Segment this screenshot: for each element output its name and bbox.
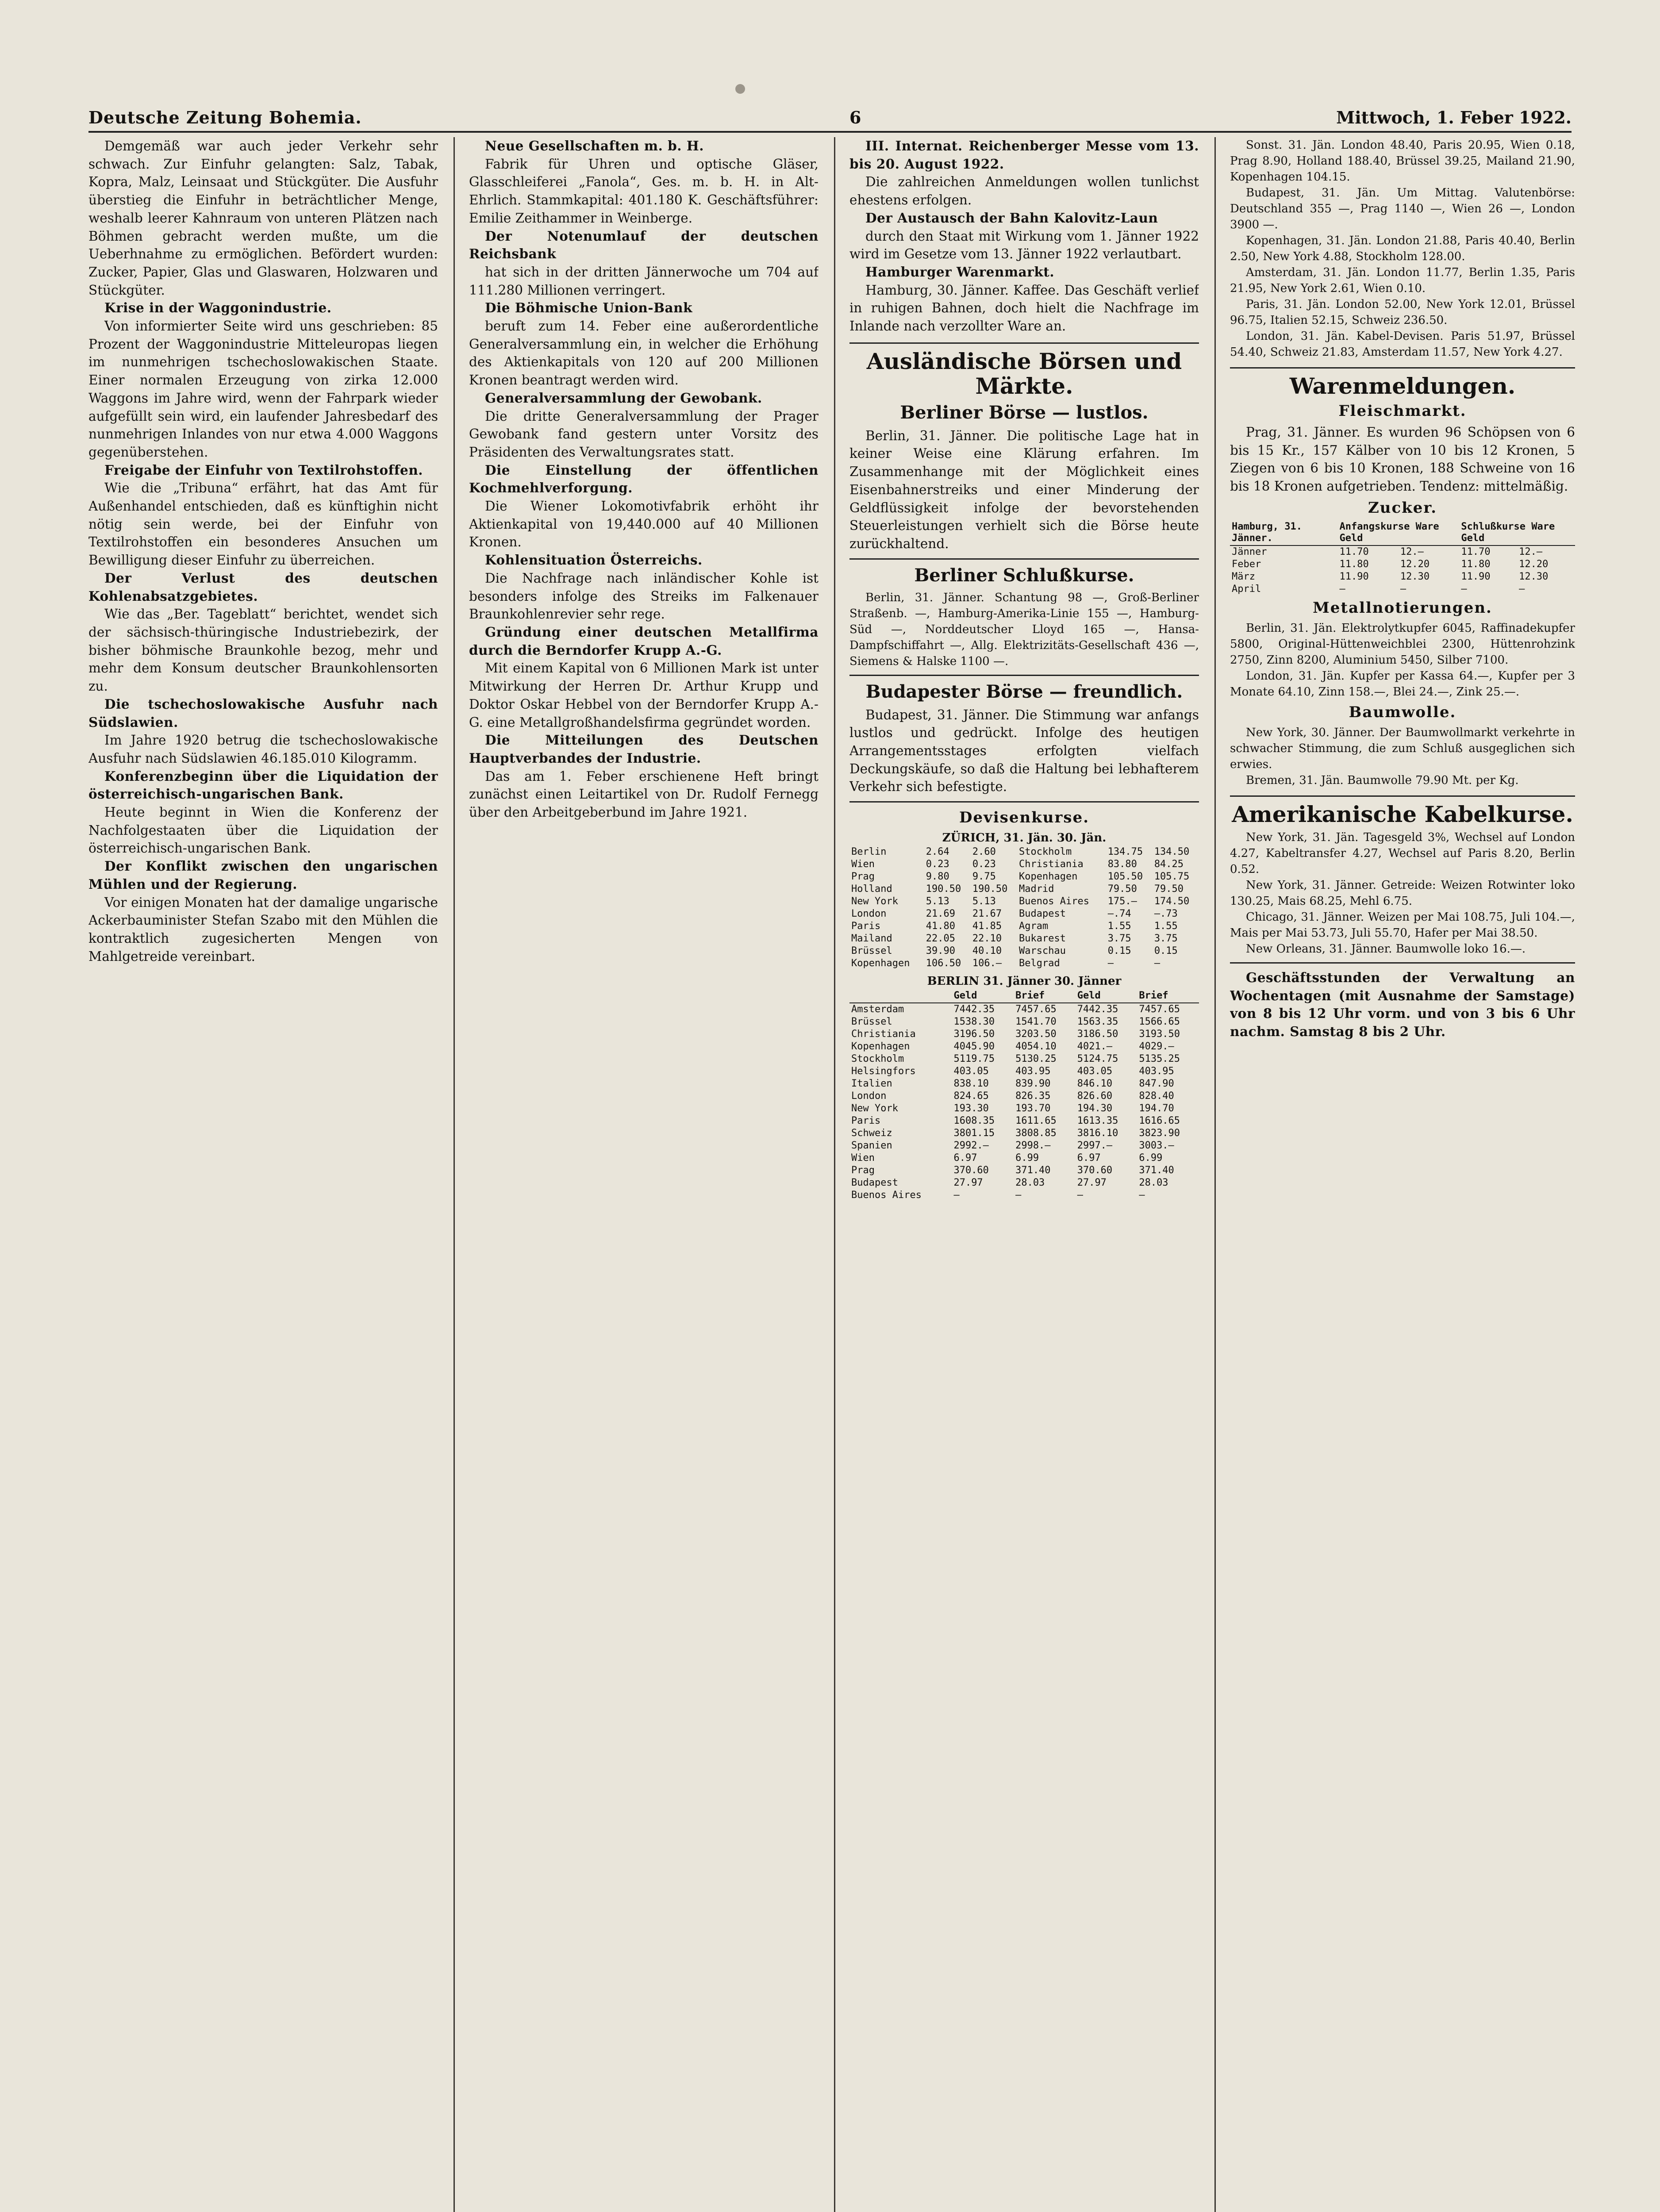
table-row bbox=[849, 1177, 1199, 1189]
table-cell: 370.60 bbox=[1077, 1165, 1113, 1176]
section-heading: Amerikanische Kabelkurse. bbox=[1230, 795, 1575, 827]
table-cell: 22.05 bbox=[926, 933, 956, 945]
article-text: Wie das „Ber. Tageblatt“ berichtet, wendet sich der sächsisch-thüringische Industriebezirk, der bisher böhmische Braunkohle bezog, mehr und mehr dem Konsum deutscher Braunkohlensorten zu. bbox=[88, 607, 438, 694]
article-text: London, 31. Jän. Kabel-Devisen. Paris 51.97, Brüssel 54.40, Schweiz 21.83, Amsterdam 11.57, New York 4.27. bbox=[1230, 330, 1575, 359]
article-headline: Gründung einer deutschen Metallfirma durch die Berndorfer Krupp A.-G. bbox=[469, 624, 818, 658]
table-row bbox=[849, 883, 1199, 895]
table-row bbox=[849, 933, 1199, 945]
table-cell: 134.75 bbox=[1107, 846, 1143, 858]
table-cell: April bbox=[1232, 583, 1261, 595]
table-cell: Amsterdam bbox=[851, 1004, 904, 1015]
divider bbox=[849, 801, 1199, 803]
table-cell: 2.64 bbox=[926, 846, 949, 858]
table-cell: 27.97 bbox=[1077, 1177, 1107, 1189]
table-cell: 846.10 bbox=[1077, 1078, 1113, 1090]
table-cell: 5119.75 bbox=[953, 1053, 995, 1065]
section-heading: Warenmeldungen. bbox=[1230, 367, 1575, 399]
table-cell: 11.70 bbox=[1461, 546, 1491, 557]
table-row bbox=[849, 1003, 1199, 1016]
table-cell: 403.95 bbox=[1015, 1066, 1051, 1077]
table-cell: Madrid bbox=[1019, 883, 1054, 895]
table-cell: 9.75 bbox=[972, 871, 996, 883]
article-text: New York, 31. Jänner. Getreide: Weizen Rotwinter loko 130.25, Mais 68.25, Mehl 6.75. bbox=[1230, 878, 1575, 908]
article-text: Heute beginnt in Wien die Konferenz der Nachfolgestaaten über die Liquidation der österreichisch-ungarischen Bank. bbox=[88, 805, 438, 856]
table-cell: Budapest bbox=[1019, 908, 1066, 920]
table-header: Geld bbox=[952, 989, 1014, 1003]
column-1 bbox=[88, 137, 438, 2212]
article-text: Berlin, 31. Jänner. Die politische Lage hat in keiner Weise eine Klärung erfahren. Im Zusammenhange mit der Möglichkeit eines Eisenbahnerstreiks und einer Minderung der Geldflüssigkeit infolge der bevorstehenden Steuerleistungen verhielt sich die Börse heute zurückhaltend. bbox=[849, 428, 1199, 551]
table-cell: 9.80 bbox=[926, 871, 949, 883]
table-cell: 190.50 bbox=[972, 883, 1008, 895]
table-cell: Brüssel bbox=[851, 945, 892, 957]
table-cell: 838.10 bbox=[953, 1078, 989, 1090]
table-cell: 106.— bbox=[972, 958, 1002, 969]
table-cell: Budapest bbox=[851, 1177, 898, 1189]
table-cell: 11.70 bbox=[1339, 546, 1369, 557]
table-cell: 3193.50 bbox=[1139, 1029, 1180, 1040]
table-cell: 3801.15 bbox=[953, 1128, 995, 1139]
table-cell: 4045.90 bbox=[953, 1041, 995, 1052]
table-cell: 21.67 bbox=[972, 908, 1002, 920]
table-cell: Spanien bbox=[851, 1140, 892, 1152]
table-cell: London bbox=[851, 1091, 887, 1102]
table-header: Hamburg, 31. Jänner. bbox=[1230, 520, 1337, 545]
table-row bbox=[849, 1090, 1199, 1102]
article-headline: III. Internat. Reichenberger Messe vom 13. bis 20. August 1922. bbox=[849, 138, 1199, 172]
article-text: Die Wiener Lokomotivfabrik erhöht ihr Aktienkapital von 19,440.000 auf 40 Millionen Kronen. bbox=[469, 499, 818, 550]
column-3 bbox=[849, 137, 1199, 2212]
table-cell: Christiania bbox=[1019, 859, 1084, 870]
table-row bbox=[849, 1115, 1199, 1127]
table-cell: 3196.50 bbox=[953, 1029, 995, 1040]
table-cell: Bukarest bbox=[1019, 933, 1066, 945]
article-headline: Der Verlust des deutschen Kohlenabsatzgebietes. bbox=[88, 570, 438, 604]
table-cell: — bbox=[953, 1190, 960, 1201]
section-subheading: Metallnotierungen. bbox=[1313, 599, 1492, 617]
table-cell: 1611.65 bbox=[1015, 1115, 1057, 1127]
table-cell: 371.40 bbox=[1015, 1165, 1051, 1176]
table-cell: 11.90 bbox=[1339, 571, 1369, 582]
table-cell: 12.— bbox=[1400, 546, 1424, 557]
table-cell: 370.60 bbox=[953, 1165, 989, 1176]
section-subheading: Zucker. bbox=[1368, 499, 1437, 517]
article-text: London, 31. Jän. Kupfer per Kassa 64.—, Kupfer per 3 Monate 64.10, Zinn 158.—, Blei 24.—, Zink 25.—. bbox=[1230, 669, 1575, 699]
article-text: Paris, 31. Jän. London 52.00, New York 12.01, Brüssel 96.75, Italien 52.15, Schweiz 236.50. bbox=[1230, 298, 1575, 327]
table-cell: 106.50 bbox=[926, 958, 961, 969]
table-cell: 1566.65 bbox=[1139, 1016, 1180, 1028]
table-cell: — bbox=[1015, 1190, 1022, 1201]
table-cell: 1538.30 bbox=[953, 1016, 995, 1028]
table-cell: — bbox=[1519, 583, 1525, 595]
article-headline: Der Austausch der Bahn Kalovitz-Laun bbox=[865, 210, 1158, 226]
table-cell: 79.50 bbox=[1154, 883, 1184, 895]
table-row bbox=[849, 908, 1199, 920]
table-cell: Kopenhagen bbox=[851, 958, 910, 969]
article-text: Hamburg, 30. Jänner. Kaffee. Das Geschäft verlief in ruhigen Bahnen, doch hielt die Nachfrage im Inlande nach verzollter Ware an. bbox=[849, 282, 1199, 334]
column-2 bbox=[469, 137, 818, 2212]
article-headline: Generalversammlung der Gewobank. bbox=[485, 390, 762, 406]
column-rule bbox=[1214, 137, 1216, 2212]
table-cell: Agram bbox=[1019, 921, 1049, 932]
article-text: Vor einigen Monaten hat der damalige ungarische Ackerbauminister Stefan Szabo mit den Mühlen die kontraktlich zugesicherten Mengen von Mahlgetreide vereinbart. bbox=[88, 895, 438, 964]
article-headline: Die Einstellung der öffentlichen Kochmehlverforgung. bbox=[469, 462, 818, 496]
table-cell: Stockholm bbox=[1019, 846, 1072, 858]
article-headline: Krise in der Waggonindustrie. bbox=[104, 300, 332, 316]
article-text: Kopenhagen, 31. Jän. London 21.88, Paris 40.40, Berlin 2.50, New York 4.88, Stockholm 128.00. bbox=[1230, 234, 1575, 263]
table-title: BERLIN 31. Jänner 30. Jänner bbox=[927, 975, 1122, 988]
table-cell: Helsingfors bbox=[851, 1066, 916, 1077]
table-cell: — bbox=[1139, 1190, 1145, 1201]
table-cell: Wien bbox=[851, 859, 875, 870]
table-cell: 828.40 bbox=[1139, 1091, 1174, 1102]
table-row bbox=[849, 945, 1199, 957]
office-hours-notice: Geschäftsstunden der Verwaltung an Wochentagen (mit Ausnahme der Samstage) von 8 bis 12 Uhr vorm. und von 3 bis 6 Uhr nachm. Samstag 8 bis 2 Uhr. bbox=[1230, 969, 1575, 1039]
column-rule bbox=[453, 137, 455, 2212]
article-text: Chicago, 31. Jänner. Weizen per Mai 108.75, Juli 104.—, Mais per Mai 53.73, Juli 55.70, Hafer per Mai 38.50. bbox=[1230, 910, 1575, 940]
table-cell: Italien bbox=[851, 1078, 892, 1090]
table-row bbox=[849, 1189, 1199, 1202]
table-cell: 2997.— bbox=[1077, 1140, 1113, 1152]
table-cell: Buenos Aires bbox=[851, 1190, 922, 1201]
table-cell: 2.60 bbox=[972, 846, 996, 858]
table-header: Brief bbox=[1137, 989, 1199, 1003]
table-cell: 190.50 bbox=[926, 883, 961, 895]
table-header bbox=[849, 989, 952, 1003]
table-cell: Paris bbox=[851, 921, 881, 932]
table-cell: 28.03 bbox=[1139, 1177, 1168, 1189]
table-row bbox=[849, 871, 1199, 883]
article-text: beruft zum 14. Feber eine außerordentliche Generalversammlung ein, in welcher die Erhöhung des Aktienkapitals von 120 auf 200 Millionen Kronen beantragt werden wird. bbox=[469, 319, 818, 388]
table-header: Schlußkurse Ware Geld bbox=[1459, 520, 1575, 545]
article-text: Budapest, 31. Jänner. Die Stimmung war anfangs lustlos und gedrückt. Infolge des heutigen Arrangementsstages erfolgten vielfach Deckungskäufe, so daß die Haltung bei lebhafterem Verkehr sich befestigte. bbox=[849, 707, 1199, 795]
article-text: Fabrik für Uhren und optische Gläser, Glasschleiferei „Fanola“, Ges. m. b. H. in Alt-Ehrlich. Stammkapital: 401.180 K. Geschäftsführer: Emilie Zeithammer in Weinberge. bbox=[469, 156, 818, 226]
section-subheading: Devisenkurse. bbox=[959, 809, 1090, 827]
table-cell: 11.80 bbox=[1339, 558, 1369, 570]
article-text: Berlin, 31. Jänner. Schantung 98 —, Groß-Berliner Straßenb. —, Hamburg-Amerika-Linie 155 —, Hamburg-Süd —, Norddeutscher Lloyd 165 —, Hansa-Dampfschiffahrt —, Allg. Elektrizitäts-Gesellschaft 436 —, Siemens & Halske 1100 —. bbox=[849, 591, 1199, 668]
article-text: hat sich in der dritten Jännerwoche um 704 auf 111.280 Millionen verringert. bbox=[469, 264, 818, 298]
table-cell: 1616.65 bbox=[1139, 1115, 1180, 1127]
article-text: Die Nachfrage nach inländischer Kohle ist besonders infolge des Streiks im Falkenauer Braunkohlenrevier sehr rege. bbox=[469, 570, 818, 622]
table-header: Brief bbox=[1014, 989, 1076, 1003]
article-text: Prag, 31. Jänner. Es wurden 96 Schöpsen von 6 bis 15 Kr., 157 Kälber von 10 bis 12 Kronen, 5 Ziegen von 6 bis 10 Kronen, 188 Schweine von 16 bis 18 Kronen aufgetrieben. Tendenz: mittelmäßig. bbox=[1230, 425, 1575, 494]
table-cell: 5.13 bbox=[972, 896, 996, 907]
table-cell: New York bbox=[851, 896, 898, 907]
article-text: Mit einem Kapital von 6 Millionen Mark ist unter Mitwirkung der Herren Dr. Arthur Krupp und Doktor Oskar Hebbel von der Berndorfer Krupp A.-G. eine Metallgroßhandelsfirma gegründet worden. bbox=[469, 661, 818, 730]
article-text: Bremen, 31. Jän. Baumwolle 79.90 Mt. per Kg. bbox=[1246, 773, 1519, 787]
table-cell: 5135.25 bbox=[1139, 1053, 1180, 1065]
zucker-table bbox=[1230, 520, 1575, 595]
table-cell: 0.23 bbox=[926, 859, 949, 870]
table-row bbox=[849, 1016, 1199, 1028]
table-row bbox=[849, 1140, 1199, 1152]
article-headline: Hamburger Warenmarkt. bbox=[865, 264, 1055, 280]
table-cell: — bbox=[1077, 1190, 1083, 1201]
table-header: Geld bbox=[1076, 989, 1137, 1003]
section-subheading: Berliner Börse — lustlos. bbox=[900, 402, 1149, 423]
article-text: Berlin, 31. Jän. Elektrolytkupfer 6045, Raffinadekupfer 5800, Original-Hüttenweichblei 2300, Hüttenrohzink 2750, Zinn 8200, Aluminium 5450, Silber 7100. bbox=[1230, 621, 1575, 667]
table-cell: 12.30 bbox=[1519, 571, 1549, 582]
table-cell: 28.03 bbox=[1015, 1177, 1045, 1189]
table-row bbox=[1230, 571, 1575, 583]
table-row bbox=[1230, 558, 1575, 571]
table-cell: 824.65 bbox=[953, 1091, 989, 1102]
article-text: Wie die „Tribuna“ erfährt, hat das Amt für Außenhandel entschieden, daß es künftighin nicht nötig sein werde, bei der Einfuhr von Textilrohstoffen ein besonderes Ansuchen um Bewilligung dieser Einfuhr zu überreichen. bbox=[88, 480, 438, 568]
article-headline: Konferenzbeginn über die Liquidation der österreichisch-ungarischen Bank. bbox=[88, 768, 438, 802]
table-cell: 105.75 bbox=[1154, 871, 1190, 883]
table-cell: Berlin bbox=[851, 846, 887, 858]
table-cell: 105.50 bbox=[1107, 871, 1143, 883]
table-row bbox=[849, 1065, 1199, 1078]
table-cell: Brüssel bbox=[851, 1016, 892, 1028]
table-cell: 3.75 bbox=[1107, 933, 1131, 945]
table-cell: 1.55 bbox=[1154, 921, 1178, 932]
table-cell: 826.60 bbox=[1077, 1091, 1113, 1102]
table-cell: 22.10 bbox=[972, 933, 1002, 945]
table-cell: 83.80 bbox=[1107, 859, 1137, 870]
table-cell: Stockholm bbox=[851, 1053, 904, 1065]
table-cell: 5130.25 bbox=[1015, 1053, 1057, 1065]
zurich-table bbox=[849, 846, 1199, 970]
table-cell: Jänner bbox=[1232, 546, 1267, 557]
table-cell: 3823.90 bbox=[1139, 1128, 1180, 1139]
table-cell: 3186.50 bbox=[1077, 1029, 1118, 1040]
table-cell: 7457.65 bbox=[1015, 1004, 1057, 1015]
article-headline: Neue Gesellschaften m. b. H. bbox=[485, 138, 704, 154]
table-cell: 4021.— bbox=[1077, 1041, 1113, 1052]
table-cell: London bbox=[851, 908, 887, 920]
table-cell: 175.— bbox=[1107, 896, 1137, 907]
table-cell: 79.50 bbox=[1107, 883, 1137, 895]
table-cell: 7442.35 bbox=[953, 1004, 995, 1015]
table-cell: — bbox=[1400, 583, 1406, 595]
table-cell: Mailand bbox=[851, 933, 892, 945]
table-cell: 12.30 bbox=[1400, 571, 1430, 582]
table-title: ZÜRICH, 31. Jän. 30. Jän. bbox=[942, 831, 1107, 845]
table-cell: 0.15 bbox=[1107, 945, 1131, 957]
table-cell: Kopenhagen bbox=[1019, 871, 1078, 883]
table-cell: 7457.65 bbox=[1139, 1004, 1180, 1015]
table-cell: New York bbox=[851, 1103, 898, 1114]
article-headline: Die Mitteilungen des Deutschen Hauptverbandes der Industrie. bbox=[469, 732, 818, 766]
table-cell: 12.20 bbox=[1400, 558, 1430, 570]
article-text: Die zahlreichen Anmeldungen wollen tunlichst ehestens erfolgen. bbox=[849, 174, 1199, 208]
table-cell: 193.70 bbox=[1015, 1103, 1051, 1114]
table-cell: Warschau bbox=[1019, 945, 1066, 957]
newspaper-title: Deutsche Zeitung Bohemia. bbox=[88, 108, 362, 127]
table-cell: Prag bbox=[851, 871, 875, 883]
table-cell: 3.75 bbox=[1154, 933, 1178, 945]
table-cell: 2998.— bbox=[1015, 1140, 1051, 1152]
table-cell: 826.35 bbox=[1015, 1091, 1051, 1102]
section-subheading: Budapester Börse — freundlich. bbox=[865, 681, 1183, 702]
article-headline: Die Böhmische Union-Bank bbox=[485, 300, 693, 316]
table-cell: 403.05 bbox=[1077, 1066, 1113, 1077]
table-cell: 1563.35 bbox=[1077, 1016, 1118, 1028]
table-cell: 194.30 bbox=[1077, 1103, 1113, 1114]
table-row bbox=[849, 920, 1199, 933]
table-cell: Prag bbox=[851, 1165, 875, 1176]
article-text: Amsterdam, 31. Jän. London 11.77, Berlin 1.35, Paris 21.95, New York 2.61, Wien 0.10. bbox=[1230, 266, 1575, 295]
article-text: Von informierter Seite wird uns geschrieben: 85 Prozent der Waggonindustrie Mitteleuropas liegen im nunmehrigen tschechoslowakischen Staate. Einer normalen Erzeugung von zirka 12.000 Waggons im Jahre wird, wenn der Fahrpark wieder aufgefüllt sein wird, ein laufender Jahresbedarf des nunmehrigen Inlandes von nur etwa 4.000 Waggons gegenüberstehen. bbox=[88, 319, 438, 460]
table-cell: 6.97 bbox=[1077, 1152, 1101, 1164]
table-cell: — bbox=[1154, 958, 1160, 969]
section-heading: Ausländische Börsen und Märkte. bbox=[849, 342, 1199, 399]
table-cell: 6.99 bbox=[1015, 1152, 1039, 1164]
article-text: Die dritte Generalversammlung der Prager Gewobank fand gestern unter Vorsitz des Präsidenten des Verwaltungsrates statt. bbox=[469, 408, 818, 460]
table-cell: 839.90 bbox=[1015, 1078, 1051, 1090]
article-headline: Der Notenumlauf der deutschen Reichsbank bbox=[469, 228, 818, 262]
issue-date: Mittwoch, 1. Feber 1922. bbox=[1336, 108, 1572, 127]
table-cell: 7442.35 bbox=[1077, 1004, 1118, 1015]
table-cell: 3816.10 bbox=[1077, 1128, 1118, 1139]
table-cell: 2992.— bbox=[953, 1140, 989, 1152]
table-cell: Buenos Aires bbox=[1019, 896, 1089, 907]
punch-hole bbox=[735, 84, 745, 94]
table-cell: 193.30 bbox=[953, 1103, 989, 1114]
table-cell: 6.99 bbox=[1139, 1152, 1163, 1164]
table-cell: 174.50 bbox=[1154, 896, 1190, 907]
table-cell: Belgrad bbox=[1019, 958, 1060, 969]
table-cell: 3003.— bbox=[1139, 1140, 1174, 1152]
table-cell: 21.69 bbox=[926, 908, 956, 920]
table-cell: 4054.10 bbox=[1015, 1041, 1057, 1052]
article-headline: Kohlensituation Österreichs. bbox=[485, 552, 703, 568]
table-cell: 1608.35 bbox=[953, 1115, 995, 1127]
page-number: 6 bbox=[849, 108, 861, 127]
table-cell: 40.10 bbox=[972, 945, 1002, 957]
table-cell: 41.85 bbox=[972, 921, 1002, 932]
table-cell: 194.70 bbox=[1139, 1103, 1174, 1114]
column-rule bbox=[834, 137, 835, 2212]
table-row bbox=[849, 1127, 1199, 1140]
table-cell: 11.90 bbox=[1461, 571, 1491, 582]
article-headline: Freigabe der Einfuhr von Textilrohstoffen. bbox=[104, 462, 423, 478]
table-cell: 5.13 bbox=[926, 896, 949, 907]
table-cell: 11.80 bbox=[1461, 558, 1491, 570]
table-row bbox=[849, 1028, 1199, 1041]
table-cell: 1541.70 bbox=[1015, 1016, 1057, 1028]
table-cell: 84.25 bbox=[1154, 859, 1184, 870]
table-cell: 39.90 bbox=[926, 945, 956, 957]
table-cell: 403.95 bbox=[1139, 1066, 1174, 1077]
section-subheading: Baumwolle. bbox=[1349, 703, 1456, 721]
table-cell: 403.05 bbox=[953, 1066, 989, 1077]
table-row bbox=[849, 858, 1199, 871]
table-cell: 3203.50 bbox=[1015, 1029, 1057, 1040]
table-cell: 3808.85 bbox=[1015, 1128, 1057, 1139]
section-subheading: Berliner Schlußkurse. bbox=[914, 565, 1134, 586]
divider bbox=[849, 675, 1199, 676]
table-cell: 1.55 bbox=[1107, 921, 1131, 932]
table-row bbox=[849, 1053, 1199, 1065]
table-cell: —.73 bbox=[1154, 908, 1178, 920]
table-cell: Holland bbox=[851, 883, 892, 895]
table-cell: 12.20 bbox=[1519, 558, 1549, 570]
table-cell: Feber bbox=[1232, 558, 1261, 570]
article-text: Sonst. 31. Jän. London 48.40, Paris 20.95, Wien 0.18, Prag 8.90, Holland 188.40, Brüssel 39.25, Mailand 21.90, Kopenhagen 104.15. bbox=[1230, 138, 1575, 184]
table-cell: 847.90 bbox=[1139, 1078, 1174, 1090]
table-cell: Paris bbox=[851, 1115, 881, 1127]
table-cell: Schweiz bbox=[851, 1128, 892, 1139]
table-row bbox=[849, 895, 1199, 908]
table-cell: 371.40 bbox=[1139, 1165, 1174, 1176]
berlin-table bbox=[849, 989, 1199, 1202]
article-headline: Die tschechoslowakische Ausfuhr nach Südslawien. bbox=[88, 696, 438, 730]
table-cell: 0.23 bbox=[972, 859, 996, 870]
article-headline: Der Konflikt zwischen den ungarischen Mühlen und der Regierung. bbox=[88, 858, 438, 892]
article-text: durch den Staat mit Wirkung vom 1. Jänner 1922 wird im Gesetze vom 13. Jänner 1922 verlautbart. bbox=[849, 228, 1199, 262]
table-row bbox=[849, 846, 1199, 858]
page-header bbox=[88, 100, 1572, 133]
divider bbox=[849, 558, 1199, 560]
table-row bbox=[849, 1078, 1199, 1090]
table-row bbox=[849, 1152, 1199, 1164]
table-cell: 4029.— bbox=[1139, 1041, 1174, 1052]
table-cell: 41.80 bbox=[926, 921, 956, 932]
column-4 bbox=[1230, 137, 1575, 2212]
table-row bbox=[849, 1102, 1199, 1115]
table-cell: — bbox=[1339, 583, 1345, 595]
article-text: New York, 31. Jän. Tagesgeld 3%, Wechsel auf London 4.27, Kabeltransfer 4.27, Wechsel auf Paris 8.20, Berlin 0.52. bbox=[1230, 830, 1575, 876]
table-row bbox=[1230, 545, 1575, 558]
article-text: Demgemäß war auch jeder Verkehr sehr schwach. Zur Einfuhr gelangten: Salz, Tabak, Kopra, Malz, Leinsaat und Stückgüter. Die Ausfuhr überstieg die Einfuhr in beträchtlicher Menge, weshalb leerer Kahnraum von unteren Plätzen nach Böhmen gebracht werden mußte, um die Ueberhnahme zu ermöglichen. Befördert wurden: Zucker, Papier, Glas und Glaswaren, Holzwaren und Stückgüter. bbox=[88, 138, 438, 298]
table-row bbox=[1230, 583, 1575, 595]
table-cell: 134.50 bbox=[1154, 846, 1190, 858]
table-cell: 0.15 bbox=[1154, 945, 1178, 957]
table-cell: — bbox=[1461, 583, 1467, 595]
table-cell: 1613.35 bbox=[1077, 1115, 1118, 1127]
table-cell: Christiania bbox=[851, 1029, 916, 1040]
table-cell: Wien bbox=[851, 1152, 875, 1164]
table-cell: — bbox=[1107, 958, 1114, 969]
article-text: New Orleans, 31. Jänner. Baumwolle loko 16.—. bbox=[1246, 942, 1526, 956]
table-row bbox=[849, 1041, 1199, 1053]
article-text: New York, 30. Jänner. Der Baumwollmarkt verkehrte in schwacher Stimmung, die zum Schluß ausgeglichen sich erwies. bbox=[1230, 726, 1575, 771]
table-cell: —.74 bbox=[1107, 908, 1131, 920]
section-subheading: Fleischmarkt. bbox=[1338, 402, 1467, 420]
table-header: Anfangskurse Ware Geld bbox=[1337, 520, 1459, 545]
table-row bbox=[849, 1164, 1199, 1177]
table-cell: 5124.75 bbox=[1077, 1053, 1118, 1065]
article-text: Im Jahre 1920 betrug die tschechoslowakische Ausfuhr nach Südslawien 46.185.010 Kilogramm. bbox=[88, 733, 438, 766]
article-text: Das am 1. Feber erschienene Heft bringt zunächst einen Leitartikel von Dr. Rudolf Fernegg über den Arbeitgeberbund im Jahre 1921. bbox=[469, 768, 818, 820]
table-cell: 27.97 bbox=[953, 1177, 983, 1189]
table-cell: März bbox=[1232, 571, 1255, 582]
table-row bbox=[849, 957, 1199, 970]
article-text: Budapest, 31. Jän. Um Mittag. Valutenbörse: Deutschland 355 —, Prag 1140 —, Wien 26 —, London 3900 —. bbox=[1230, 186, 1575, 231]
table-cell: Kopenhagen bbox=[851, 1041, 910, 1052]
table-cell: 6.97 bbox=[953, 1152, 977, 1164]
divider bbox=[1230, 962, 1575, 964]
table-cell: 12.— bbox=[1519, 546, 1543, 557]
